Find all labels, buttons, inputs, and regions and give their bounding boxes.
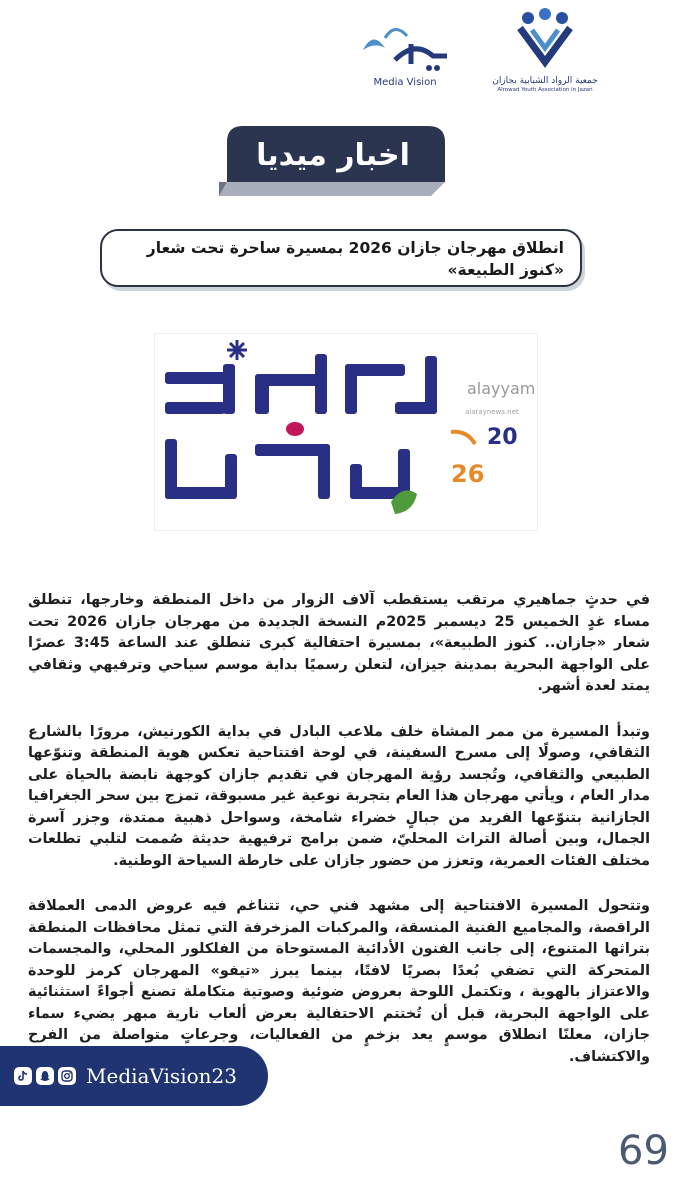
article-paragraph: في حدثٍ جماهيري مرتقب يستقطب آلاف الزوار من داخل المنطقة وخارجها، تنطلق مساء غدٍ الخميس 25 ديسمبر 2025م النسخة الجديدة من مهرجان جازان 2026 تحت شعار «جازان.. كنوز الطبيعة»، بمسيرة احتفالية كبرى تنطلق عند الساعة 3:45 عصرًا على الواجهة البحرية بمدينة جيزان، لتعلن رسميًا بداية موسم سياحي وترفيهي وثقافي يمتد لعدة أشهر. [28,592,651,694]
header-logos [330,8,650,118]
page-number: 69 [618,1128,669,1174]
article-paragraph: وتتحول المسيرة الافتتاحية إلى مشهد فني حي، تتناغم فيه عروض الدمى العملاقة الراقصة، والمجاميع الفنية المنسقة، والمركبات المزخرفة التي تمثل محافظات المنطقة بتراثها المتنوع، إلى جانب الفنون الأدائية المستوحاة من الفلكلور المحلي، والمجسمات المتحركة التي تضفي بُعدًا بصريًا لافتًا، بينما يبرز «تيفو» المهرجان كرمز للوحدة والاعتزاز بالهوية ، وتكتمل اللوحة بعروض ضوئية وصوتية متكاملة تصنع أجواءً استثنائية على الواجهة البحرية، قبل أن تُختتم الاحتفالية بعرض ألعاب نارية مبهر يضيء سماء جازان، معلنًا انطلاق موسمٍ يعد بزخمٍ من الفعاليات، وجرعاتٍ متواصلة من الفرح والاكتشاف. [28,898,650,1065]
festival-year: 26 [451,460,485,488]
orange-swoosh-icon [451,432,475,444]
headline: انطلاق مهرجان جازان 2026 بمسيرة ساحرة تحت شعار «كنوز الطبيعة» [100,229,582,287]
media-vision-logo [350,20,460,95]
festival-line2-hidden: جازان [255,356,258,357]
association-name-en: Alrowad Youth Association in Jazan [497,87,593,93]
festival-side-year: 20 [487,425,518,450]
social-bar [0,1046,268,1106]
social-handle[interactable]: MediaVision23 [86,1064,237,1088]
festival-line1-hidden: مهرجان [255,354,259,355]
article-paragraph: وتبدأ المسيرة من ممر المشاة خلف ملاعب البادل في بداية الكورنيش، مرورًا بالشارع الثقافي، وصولًا إلى مسرح السفينة، في لوحة افتتاحية تعكس هوية المنطقة وتنوّعها الطبيعي والثقافي، وتُجسد رؤية المهرجان في تقديم جازان كوجهة نابضة بالحياة على مدار العام ، ويأتي مهرجان هذا العام بتجربة نوعية غير مسبوقة، تمزج بين سحر الجغرافيا الجازانية بتنوّعها الفريد من جبالٍ خضراء شامخة، وسواحل ذهبية ممتدة، وجزر آسرة الجمال، وبين أصالة التراث المحليّ، ضمن برامج ترفيهية حديثة صُممت لتلبي تطلعات مختلف الفئات العمرية، وتعزز من حضور جازان على خارطة السياحة الوطنية. [28,723,650,869]
watermark-url: alaraynews.net [465,408,519,416]
article-body [28,590,650,1092]
magenta-leaf-icon [286,422,304,436]
banner-title: اخبار ميديا [256,138,410,173]
snapchat-icon[interactable] [36,1067,54,1085]
association-name-ar: جمعية الرواد الشبابية بجازان [492,76,598,86]
watermark-text: alayyam [467,379,536,398]
festival-word-1-shapes [165,354,437,414]
festival-word-2-shapes [165,439,410,499]
association-logo [480,8,610,108]
instagram-icon[interactable] [58,1067,76,1085]
snowflake-icon [227,340,247,360]
festival-logo-art [155,334,537,530]
media-vision-mark [355,20,455,75]
association-mark [510,8,580,70]
media-vision-caption: Media Vision [373,77,437,88]
section-banner [213,118,453,200]
festival-image [155,334,537,530]
tiktok-icon[interactable] [14,1067,32,1085]
